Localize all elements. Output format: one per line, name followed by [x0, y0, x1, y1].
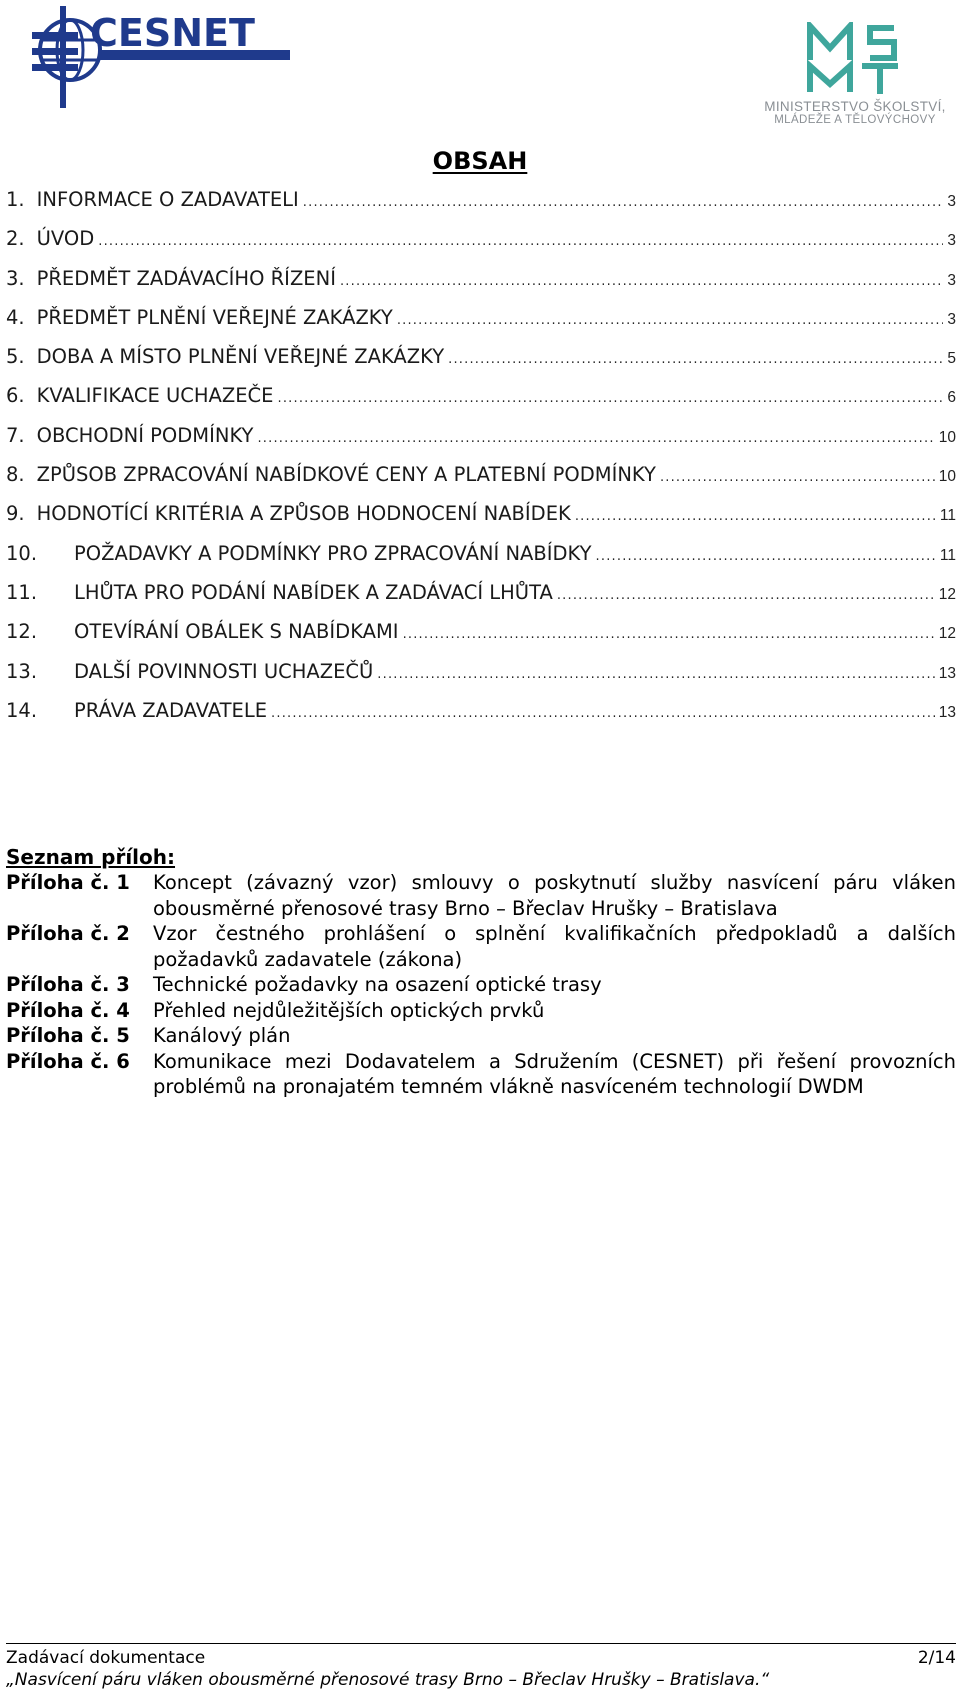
msmt-logo	[752, 22, 958, 132]
toc-entry-label: PŘEDMĚT PLNĚNÍ VEŘEJNÉ ZAKÁZKY	[36, 305, 393, 329]
msmt-monogram-icon	[806, 22, 916, 96]
attachment-item	[6, 870, 956, 921]
toc-entry-label: INFORMACE O ZADAVATELI	[36, 188, 299, 211]
toc-entry-number: 12.	[6, 620, 38, 644]
cesnet-logo	[30, 4, 292, 114]
toc-dot-leader	[660, 470, 935, 485]
toc-entry[interactable]	[6, 424, 956, 463]
toc-entry-page: 11	[939, 507, 956, 525]
toc-entry-number: 2.	[6, 227, 25, 251]
toc-entry-number: 6.	[6, 384, 25, 408]
toc-entry[interactable]	[6, 463, 956, 502]
footer-divider	[6, 1643, 956, 1644]
toc-entry-number: 4.	[6, 305, 25, 329]
toc-entry-page: 11	[939, 546, 956, 564]
toc-dot-leader	[403, 627, 935, 642]
toc-dot-leader	[448, 352, 943, 367]
msmt-logo-line2: MLÁDEŽE A TĚLOVÝCHOVY	[774, 114, 936, 126]
attachment-description: Kanálový plán	[153, 1024, 291, 1047]
toc-entry-label: PŘEDMĚT ZADÁVACÍHO ŘÍZENÍ	[36, 266, 336, 290]
toc-entry[interactable]	[6, 502, 956, 541]
toc-entry-number: 11.	[6, 580, 38, 604]
toc-entry-page: 6	[947, 389, 956, 407]
toc-entry-number: 3.	[6, 266, 25, 290]
toc-entry-label: OTEVÍRÁNÍ OBÁLEK S NABÍDKAMI	[74, 620, 399, 644]
toc-entry-page: 5	[947, 350, 956, 368]
attachments-heading: Seznam příloh:	[6, 845, 176, 869]
toc-entry-label: OBCHODNÍ PODMÍNKY	[36, 423, 254, 447]
toc-dot-leader	[271, 706, 935, 721]
attachment-item	[6, 921, 956, 972]
toc-entry-page: 3	[947, 193, 956, 210]
toc-entry-label: ZPŮSOB ZPRACOVÁNÍ NABÍDKOVÉ CENY A PLATEBNÍ PODMÍNKY	[36, 463, 656, 487]
toc-dot-leader	[397, 313, 944, 328]
toc-entry[interactable]	[6, 699, 956, 738]
toc-dot-leader	[278, 391, 944, 406]
attachment-description: Komunikace mezi Dodavatelem a Sdružením (CESNET) při řešení provozních problémů na pronajatém temném vlákně nasvíceném technologií DWDM	[153, 1049, 956, 1098]
toc-entry-label: PRÁVA ZADAVATELE	[74, 698, 268, 722]
toc-entry-page: 10	[938, 428, 956, 446]
toc-entry-number: 7.	[6, 423, 25, 447]
toc-entry-number: 14.	[6, 698, 38, 722]
toc-entry-label: KVALIFIKACE UCHAZEČE	[36, 384, 274, 408]
toc-entry-number: 8.	[6, 463, 25, 487]
toc-entry-page: 13	[938, 703, 956, 721]
toc-entry-label: ÚVOD	[36, 227, 95, 251]
toc-entry-page: 12	[938, 585, 956, 603]
attachment-number: Příloha č. 3	[6, 973, 130, 996]
attachment-number: Příloha č. 6	[6, 1049, 130, 1073]
toc-entry[interactable]	[6, 581, 956, 620]
attachment-number: Příloha č. 1	[6, 871, 130, 894]
attachment-description: Technické požadavky na osazení optické trasy	[153, 973, 602, 996]
attachment-number: Příloha č. 5	[6, 1024, 130, 1047]
toc-title: OBSAH	[432, 147, 528, 175]
toc-dot-leader	[303, 195, 944, 210]
toc-dot-leader	[340, 274, 943, 289]
attachment-number: Příloha č. 4	[6, 998, 130, 1022]
attachments-list	[6, 870, 956, 1100]
toc-entry-number: 1.	[6, 188, 25, 211]
toc-entry[interactable]	[6, 542, 956, 581]
toc-entry-label: LHŮTA PRO PODÁNÍ NABÍDEK A ZADÁVACÍ LHŮTA	[74, 580, 553, 604]
attachment-item	[6, 998, 956, 1024]
toc-entry[interactable]	[6, 306, 956, 345]
toc-dot-leader	[377, 667, 934, 682]
attachment-item	[6, 972, 956, 998]
toc-entry-page: 12	[938, 625, 956, 643]
attachment-number: Příloha č. 2	[6, 922, 130, 945]
toc-entry-number: 10.	[6, 541, 38, 565]
toc-dot-leader	[257, 431, 934, 446]
attachment-description: Koncept (závazný vzor) smlouvy o poskytnutí služby nasvícení páru vláken obousměrné přenosové trasy Brno – Břeclav Hrušky – Bratislava	[153, 871, 956, 920]
toc-entry-number: 9.	[6, 502, 25, 526]
toc-entry[interactable]	[6, 620, 956, 659]
toc-entry[interactable]	[6, 188, 956, 227]
toc-entry-number: 13.	[6, 659, 38, 683]
toc-entry-label: HODNOTÍCÍ KRITÉRIA A ZPŮSOB HODNOCENÍ NABÍDEK	[36, 502, 571, 526]
toc-entry-label: POŽADAVKY A PODMÍNKY PRO ZPRACOVÁNÍ NABÍDKY	[74, 541, 592, 565]
footer-document-name: Zadávací dokumentace	[6, 1648, 206, 1668]
toc-entry-label: DALŠÍ POVINNOSTI UCHAZEČŮ	[74, 659, 374, 683]
attachment-description: Vzor čestného prohlášení o splnění kvalifikačních předpokladů a dalších požadavků zadavatele (zákona)	[153, 922, 956, 971]
toc-entry-label: DOBA A MÍSTO PLNĚNÍ VEŘEJNÉ ZAKÁZKY	[36, 345, 445, 369]
toc-dot-leader	[98, 234, 943, 249]
toc-entry[interactable]	[6, 267, 956, 306]
toc-entry-number: 5.	[6, 345, 25, 369]
toc-entry[interactable]	[6, 660, 956, 699]
toc-entry-page: 3	[947, 271, 956, 289]
toc-dot-leader	[557, 588, 935, 603]
msmt-logo-line1: MINISTERSTVO ŠKOLSTVÍ,	[764, 99, 946, 114]
toc-list	[6, 188, 956, 738]
footer-subtitle: „Nasvícení páru vláken obousměrné přenosové trasy Brno – Břeclav Hrušky – Bratislava.“	[6, 1670, 770, 1690]
footer-page-number: 2/14	[917, 1648, 956, 1668]
toc-entry-page: 3	[947, 232, 956, 250]
toc-dot-leader	[596, 549, 936, 564]
attachment-item	[6, 1023, 956, 1049]
toc-entry[interactable]	[6, 345, 956, 384]
toc-entry-page: 3	[947, 310, 956, 328]
toc-entry-page: 10	[938, 468, 956, 486]
toc-dot-leader	[575, 509, 936, 524]
attachment-description: Přehled nejdůležitějších optických prvků	[153, 998, 545, 1022]
toc-entry[interactable]	[6, 384, 956, 423]
attachment-item	[6, 1049, 956, 1100]
cesnet-logo-text: CESNET	[90, 11, 255, 55]
toc-entry[interactable]	[6, 227, 956, 266]
toc-entry-page: 13	[938, 664, 956, 682]
